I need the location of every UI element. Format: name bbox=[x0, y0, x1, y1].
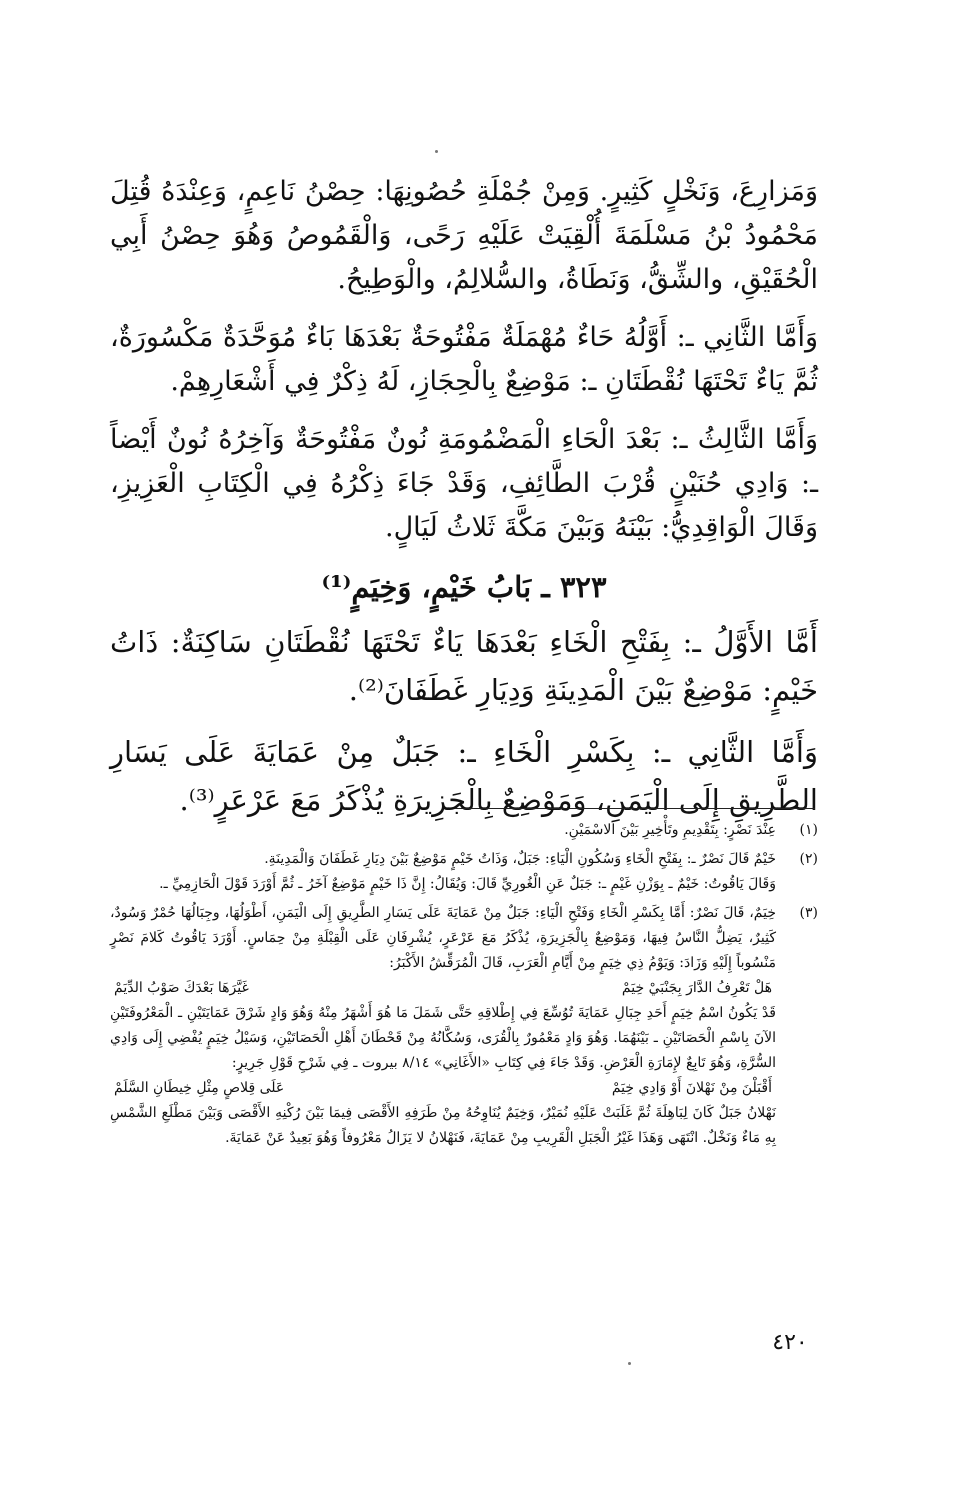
footnote-line: خَيْمٌ قَالَ نَصْرٌ ـ: بِفَتْحِ الْخَاءِ وَسُكُونِ الْيَاءِ: جَبَلٌ، وَذَاتُ خَيْمٍ مَوْضِعٌ بَيْنَ دِيَارِ غَطَفَانَ وَالْمَدِينَةِ. bbox=[264, 851, 776, 867]
speck-top bbox=[435, 150, 438, 153]
page-number: ٤٢٠ bbox=[772, 1330, 808, 1355]
footnote-line: عِنْدَ نَصْرٍ: بِتَقْدِيمِ وتَأْخِيرِ بَيْنَ الاسْمَيْنِ. bbox=[564, 822, 776, 838]
footnote-2 bbox=[110, 847, 818, 897]
footnote-divider bbox=[455, 808, 815, 809]
footnote-line: خِيَمٌ، قَالَ نَصْرٌ: أَمَّا بِكَسْرِ الْخَاءِ وَفَتْحِ الْيَاءِ: جَبَلٌ مِنْ عَمَايَةَ عَلَى يَسَارِ الطَّرِيقِ إِلَى الْيَمَنِ، أَطْوَلُهَا، وجِبَالُهَا حُمْرٌ وَسُودٌ، كَثِيرٌ، يَضِلُّ النَّاسُ فِيهَا، وَمَوْضِعٌ بِالْجَزِيرَةِ، يُذْكَرُ مَعَ عَرْعَرٍ، يُشْرِفَانِ عَلَى الْقِبْلَةِ مِنْ حِمَاسٍ. أَوْرَدَ يَاقُوتُ كَلامَ نَصْرٍ مَنْسُوباً إِلَيْهِ وَزَادَ: وَيَوْمُ ذِي خِيَمٍ مِنْ أَيَّامِ الْعَرَبِ، قَالَ الْمُرَقِّشُ الأَكْبَرُ: bbox=[110, 905, 776, 971]
footnote-line: نَهْلانُ جَبَلٌ كَانَ لِبَاهِلَةَ ثُمَّ غَلَبَتْ عَلَيْهِ نُمَيْرٌ، وَخِيَمٌ يُنَاوِحُهُ مِنْ طَرَفِهِ الأَقْصَى فِيمَا بَيْنَ رُكْنِهِ الأَقْصَى وَبَيْنَ مَطْلَعِ الشَّمْسِ بِهِ مَاءٌ وَنَخْلٌ. انْتَهَى وَهَذَا غَيْرُ الْجَبَلِ الْقَرِيبِ مِنْ عَمَايَةَ، فَنَهْلانُ لا يَزَالُ مَعْرُوفاً وَهُوَ بَعِيدٌ عَنْ عَمَايَةَ. bbox=[110, 1105, 776, 1146]
footnote-number: (١) bbox=[799, 822, 818, 838]
paragraph-3: وَأَمَّا الثَّالِثُ ـ: بَعْدَ الْحَاءِ الْمَضْمُومَةِ نُونٌ مَفْتُوحَةٌ وَآخِرُهُ نُونٌ أَيْضاً ـ: وَادِي حُنَيْنٍ قُرْبَ الطَّائِفِ، وَقَدْ جَاءَ ذِكْرُهُ فِي الْكِتَابِ الْعَزِيزِ، وَقَالَ الْوَاقِدِيُّ: بَيْنَهُ وَبَيْنَ مَكَّةَ ثَلاثُ لَيَالٍ. bbox=[110, 424, 818, 543]
footnote-line: وَقَالَ يَاقُوتُ: خَيْمٌ ـ بِوَزْنِ غَيْمٍ ـ: جَبَلٌ عَنِ الْغُورِيِّ قَالَ: وَيُقَالُ: إِنَّ ذَا خَيْمٍ مَوْضِعٌ آخَرُ ـ ثُمَّ أَوْرَدَ قَوْلَ الْحَازِمِيِّ ـ. bbox=[159, 876, 776, 892]
poem-verse bbox=[110, 1076, 776, 1101]
footnote-line: قَدْ يَكُونُ اسْمُ خِيَمٍ أَحَدِ جِبَالِ عَمَايَةَ تُوُسِّعَ فِي إِطْلاقِهِ حَتَّى شَمَلَ مَا هُوَ أَشْهَرُ مِنْهُ وَهُوَ وَادٍ شَرْقَ عَمَايَتَيْنِ ـ الْمَعْرُوفَتَيْنِ الآنَ بِاسْمِ الْحَصَاتَيْنِ ـ بَيْنَهُمَا. وَهُوَ وَادٍ مَعْمُورٌ بِالْقُرَى، وَسُكَّانُهُ مِنْ قَحْطَانَ أَهْلِ الْحَصَاتَيْنِ، وَسَيْلُ خِيَمٍ يُفْضِي إِلَى وَادِي السُّرَّةِ، وَهُوَ تَابِعٌ لإِمَارَةِ الْعَرْضِ. وَقَدْ جَاءَ فِي كِتَابِ «الأَغَانِي» ٨/١٤ بيروت ـ فِي شَرْحِ قَوْلِ جَرِيرٍ: bbox=[110, 1005, 776, 1071]
verse-hemistich: عَلَى قِلاصٍ مِثْلِ خِيطَانِ السَّلَمْ bbox=[114, 1080, 285, 1096]
footnote-body bbox=[110, 847, 776, 897]
verse-hemistich: أَقْبَلْنَ مِنْ نَهْلانَ أَوْ وَادِي خِيَمْ bbox=[611, 1080, 772, 1096]
footnote-1 bbox=[110, 818, 818, 843]
footnote-body bbox=[110, 818, 776, 843]
footnotes bbox=[110, 818, 818, 1155]
verse-hemistich: غَيَّرَهَا بَعْدَكَ صَوْبُ الدِّيَمْ bbox=[114, 980, 249, 996]
main-text bbox=[110, 170, 818, 838]
paragraph-1: وَمَزارِعَ، وَنَخْلٍ كَثِيرٍ. وَمِنْ جُمْلَةِ حُصُونِهَا: حِصْنُ نَاعِمٍ، وَعِنْدَهُ قُتِلَ مَحْمُودُ بْنُ مَسْلَمَةَ أُلْقِيَتْ عَلَيْهِ رَحًى، وَالْقَمُوصُ وَهُوَ حِصْنُ أَبِي الْحُقَيْقِ، والشِّقُّ، وَنَطَاةُ، والسُّلالِمُ، والْوَطِيحُ. bbox=[110, 176, 818, 295]
footnote-body bbox=[110, 901, 776, 1151]
poem-verse bbox=[110, 976, 776, 1001]
section-heading: ٣٢٣ ـ بَابُ خَيْمٍ، وَخِيَمٍ⁽¹⁾ bbox=[321, 570, 607, 604]
footnote-3 bbox=[110, 901, 818, 1151]
paragraph-4: أَمَّا الأَوَّلُ ـ: بِفَتْحِ الْخَاءِ بَعْدَهَا يَاءٌ تَحْتَهَا نُقْطَتَانِ سَاكِنَةٌ: ذَاتُ خَيْمٍ: مَوْضِعٌ بَيْنَ الْمَدِينَةِ وَدِيَارِ غَطَفَانَ⁽²⁾. bbox=[110, 625, 818, 707]
footnote-number: (٢) bbox=[799, 851, 818, 867]
footnote-number: (٣) bbox=[799, 905, 818, 921]
paragraph-2: وَأَمَّا الثَّانِي ـ: أَوَّلُهُ حَاءٌ مُهْمَلَةٌ مَفْتُوحَةٌ بَعْدَهَا بَاءٌ مُوَحَّدَةٌ مَكْسُورَةٌ، ثُمَّ يَاءٌ تَحْتَهَا نُقْطَتَانِ ـ: مَوْضِعٌ بِالْحِجَازِ، لَهُ ذِكْرٌ فِي أَشْعَارِهِمْ. bbox=[110, 322, 818, 397]
verse-hemistich: هَلْ تَعْرِفُ الدَّارَ بِجَنْبَيْ خِيَمْ bbox=[621, 980, 772, 996]
paragraph-5: وَأَمَّا الثَّانِي ـ: بِكَسْرِ الْخَاءِ ـ: جَبَلٌ مِنْ عَمَايَةَ عَلَى يَسَارِ الطَّرِيقِ إِلَى الْيَمَنِ، وَمَوْضِعٌ بِالْجَزِيرَةِ يُذْكَرُ مَعَ عَرْعَرٍ⁽³⁾. bbox=[110, 735, 818, 817]
speck-bottom bbox=[628, 1362, 631, 1365]
